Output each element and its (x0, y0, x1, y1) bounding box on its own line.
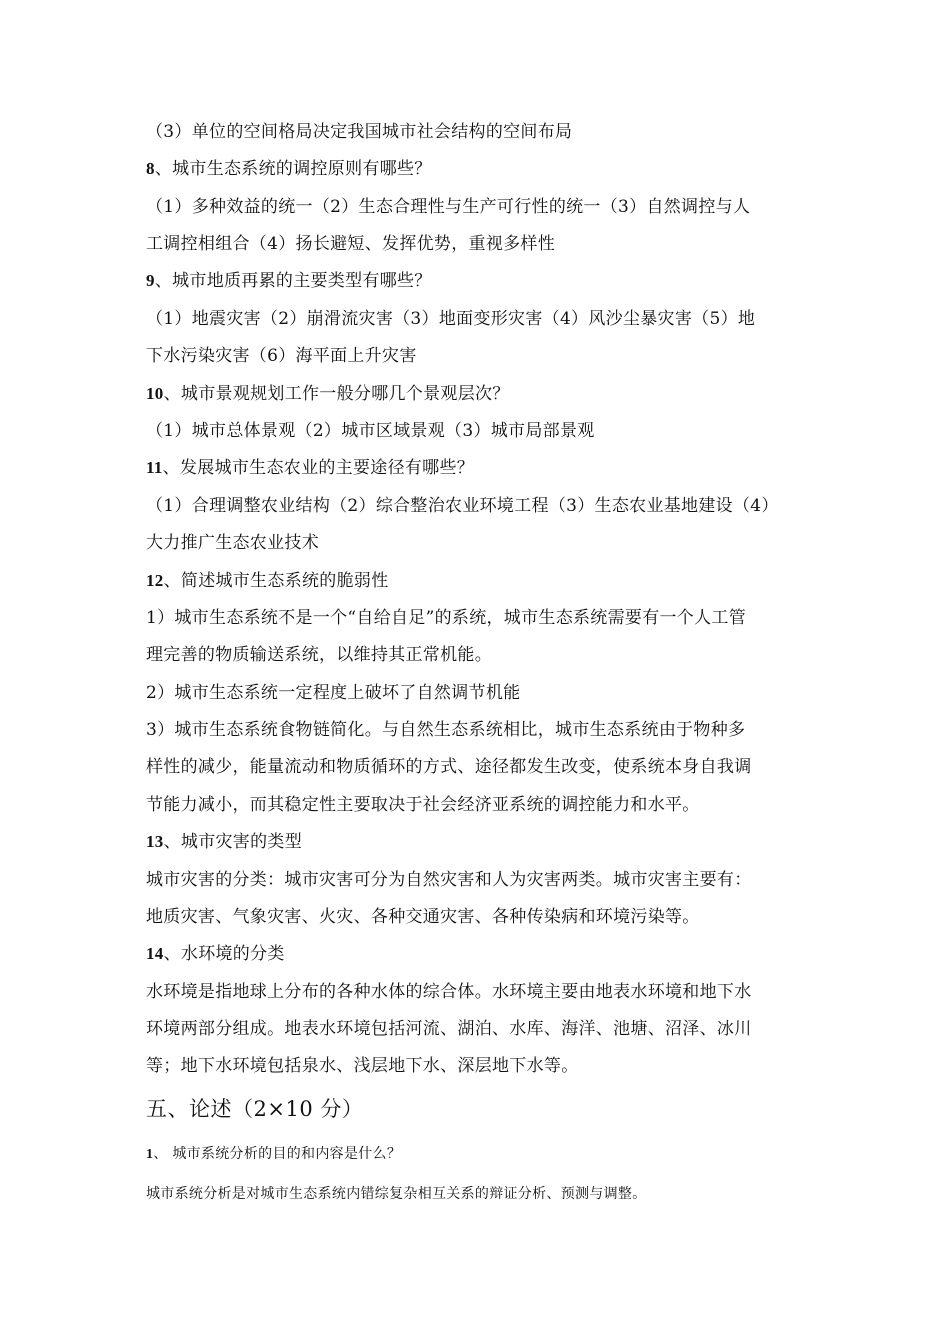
essay-answer: 城市系统分析是对城市生态系统内错综复杂相互关系的辩证分析、预测与调整。 (146, 1186, 647, 1202)
question-text: 、 城市系统分析的目的和内容是什么？ (153, 1146, 402, 1162)
question-heading (146, 270, 826, 292)
question-number: 10 (146, 384, 164, 403)
question-number: 11 (146, 458, 163, 477)
question-heading (146, 943, 826, 965)
question-text: 、城市景观规划工作一般分哪几个景观层次？ (163, 384, 510, 404)
answer-line: （1）多种效益的统一（2）生态合理性与生产可行性的统一（3）自然调控与人 (146, 197, 751, 217)
answer-line: 3）城市生态系统食物链简化。与自然生态系统相比，城市生态系统由于物种多 (146, 720, 746, 740)
question-heading (146, 570, 826, 592)
question-heading (146, 158, 826, 180)
answer-line: （1）城市总体景观（2）城市区域景观（3）城市局部景观 (146, 421, 595, 441)
question-text: 、水环境的分类 (163, 944, 285, 964)
answer-line: 下水污染灾害（6）海平面上升灾害 (146, 346, 417, 366)
question-number: 1 (146, 1147, 154, 1162)
question-number: 13 (146, 832, 164, 851)
question-heading (146, 457, 826, 479)
answer-line: 样性的减少，能量流动和物质循环的方式、途径都发生改变，使系统本身自我调 (146, 757, 752, 777)
answer-line: （1）合理调整农业结构（2）综合整治农业环境工程（3）生态农业基地建设（4） (146, 496, 779, 516)
question-number: 8 (146, 159, 155, 178)
answer-line: 2）城市生态系统一定程度上破坏了自然调节机能 (146, 683, 521, 703)
question-text: 、城市生态系统的调控原则有哪些？ (154, 159, 432, 179)
answer-line: 地质灾害、气象灾害、火灾、各种交通灾害、各种传染病和环境污染等。 (146, 907, 700, 927)
section-title: 五、论述（2×10 分） (146, 1097, 364, 1121)
question-heading (146, 383, 826, 405)
answer-line: 环境两部分组成。地表水环境包括河流、湖泊、水库、海洋、池塘、沼泽、冰川 (146, 1019, 752, 1039)
answer-line: 等；地下水环境包括泉水、浅层地下水、深层地下水等。 (146, 1056, 579, 1076)
question-text: 、城市地质再累的主要类型有哪些？ (154, 271, 432, 291)
essay-question (146, 1144, 401, 1165)
answer-line: （3）单位的空间格局决定我国城市社会结构的空间布局 (146, 122, 573, 142)
question-number: 9 (146, 271, 155, 290)
question-text: 、城市灾害的类型 (163, 832, 303, 852)
answer-line: 大力推广生态农业技术 (146, 533, 319, 553)
answer-line: 水环境是指地球上分布的各种水体的综合体。水环境主要由地表水环境和地下水 (146, 982, 752, 1002)
question-text: 、发展城市生态农业的主要途径有哪些？ (162, 458, 475, 478)
answer-line: （1）地震灾害（2）崩滑流灾害（3）地面变形灾害（4）风沙尘暴灾害（5）地 (146, 309, 756, 329)
question-number: 14 (146, 944, 164, 963)
answer-line: 工调控相组合（4）扬长避短、发挥优势，重视多样性 (146, 234, 556, 254)
question-number: 12 (146, 571, 164, 590)
answer-line: 城市灾害的分类：城市灾害可分为自然灾害和人为灾害两类。城市灾害主要有： (146, 870, 752, 890)
question-text: 、简述城市生态系统的脆弱性 (163, 571, 389, 591)
answer-line: 节能力减小，而其稳定性主要取决于社会经济亚系统的调控能力和水平。 (146, 795, 700, 815)
answer-line: 理完善的物质输送系统，以维持其正常机能。 (146, 645, 492, 665)
answer-line: 1）城市生态系统不是一个“自给自足”的系统，城市生态系统需要有一个人工管 (146, 608, 746, 628)
question-heading (146, 831, 826, 853)
